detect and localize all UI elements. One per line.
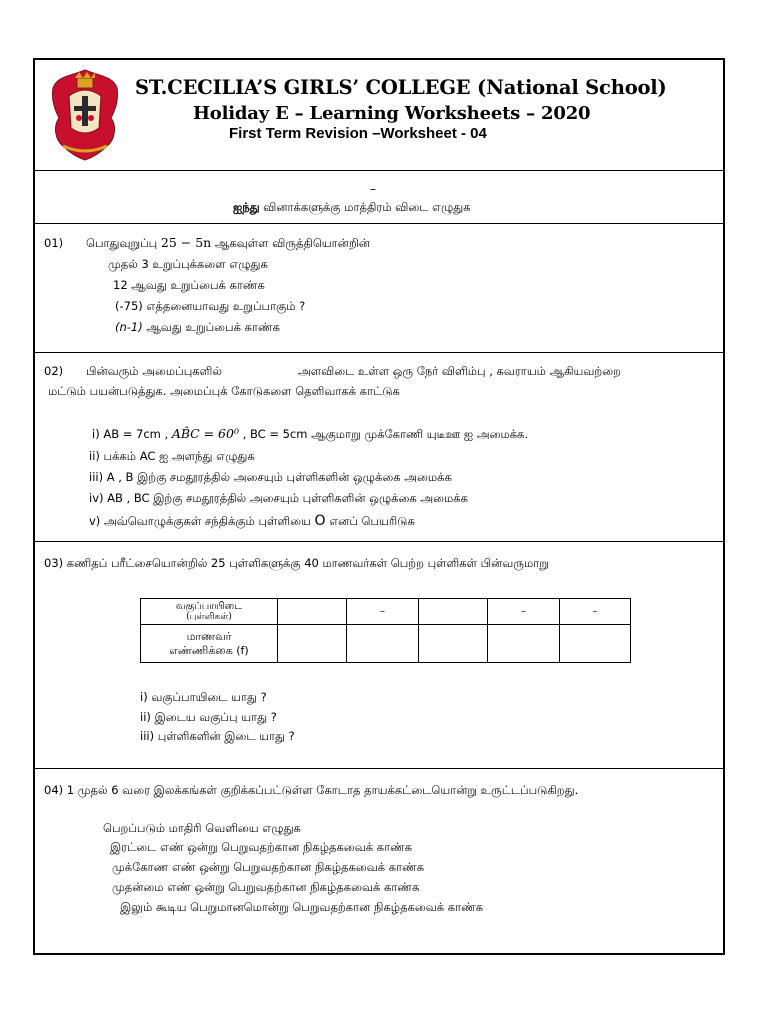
- q1-intro-a: பொதுவுறுப்பு: [86, 236, 161, 250]
- q1-part-4-text: ஆவது உறுப்பைக் காண்க: [142, 320, 280, 334]
- q3-intro: [44, 556, 549, 570]
- q2-point-o: O: [314, 513, 326, 529]
- q2-angle: AB̂C = 60⁰: [171, 426, 239, 441]
- q1-intro: [86, 236, 370, 250]
- q3-part-1: i) வகுப்பாயிடை யாது ?: [140, 690, 267, 704]
- q2-part-3: iii) A , B இற்கு சமதூரத்தில் அசையும் புள்ளிகளின் ஒழுக்கை அமைக்க: [89, 470, 452, 484]
- q2-part-1a: i) AB = 7cm ,: [92, 427, 172, 441]
- q3-part-2: ii) இடைய வகுப்பு யாது ?: [140, 710, 277, 724]
- table-cell: –: [560, 599, 631, 625]
- college-title: ST.CECILIA’S GIRLS’ COLLEGE (National School): [135, 76, 667, 99]
- q1-expression: 25 − 5n: [160, 235, 212, 250]
- q2-number: 02): [44, 364, 64, 378]
- table-cell: –: [347, 599, 419, 625]
- q3-intro-text: கணிதப் பரீட்சையொன்றில் 25 புள்ளிகளுக்கு 40 மாணவர்கள் பெற்ற புள்ளிகள் பின்வருமாறு: [66, 556, 549, 570]
- worksheet-subtitle: Holiday E – Learning Worksheets – 2020: [193, 103, 591, 124]
- q2-line-1b: அளவிடை உள்ள ஒரு நேர் விளிம்பு , கவராயம் ஆகியவற்றை: [298, 364, 621, 378]
- table-header-class-interval-a: வகுப்பாயிடை: [175, 600, 243, 612]
- table-header-frequency-a: மாணவர்: [186, 629, 232, 643]
- q4-part-1: பெறப்படும் மாதிரி வெளியை எழுதுக: [103, 821, 301, 835]
- college-crest-logo: [49, 66, 121, 162]
- worksheet-number: First Term Revision –Worksheet - 04: [229, 125, 487, 142]
- q4-number: 04): [44, 783, 64, 797]
- table-cell: [278, 625, 347, 663]
- q1-part-1: முதல் 3 உறுப்புக்களை எழுதுக: [108, 257, 268, 271]
- q2-part-4: iv) AB , BC இற்கு சமதூரத்தில் அசையும் புள்ளிகளின் ஒழுக்கை அமைக்க: [89, 491, 468, 505]
- table-cell: –: [488, 599, 560, 625]
- q3-number: 03): [44, 556, 64, 570]
- instructions-line: [233, 200, 471, 214]
- q2-part-1b: , BC = 5cm ஆகுமாறு முக்கோணி யுடீஊ ஐ அமைக்க.: [238, 427, 529, 441]
- q2-part-1: [92, 427, 528, 441]
- q2-part-5b: எனப் பெயரிடுக: [325, 514, 415, 528]
- table-cell: [278, 599, 347, 625]
- q2-line-2: மட்டும் பயன்படுத்துக. அமைப்புக் கோடுகளை தெளிவாகக் காட்டுக: [48, 384, 400, 398]
- q1-part-3: (-75) எத்தனையாவது உறுப்பாகும் ?: [115, 299, 306, 313]
- instructions-divider: [33, 223, 725, 224]
- q1-part-4: [115, 320, 280, 334]
- q2-line-1a: பின்வரும் அமைப்புகளில்: [86, 364, 222, 378]
- table-cell: [347, 625, 419, 663]
- table-header-class-interval-b: (புள்ளிகள்): [186, 611, 232, 622]
- q2-part-5a: v) அவ்வொழுக்குகள் சந்திக்கும் புள்ளியை: [89, 514, 315, 528]
- q4-part-5: இலும் கூடிய பெறுமானமொன்று பெறுவதற்கான நிகழ்தகவைக் காண்க: [120, 900, 484, 914]
- q1-divider: [33, 352, 725, 353]
- q2-part-2: ii) பக்கம் AC ஐ அளந்து எழுதுக: [89, 449, 255, 463]
- table-header-class-interval: [141, 599, 278, 625]
- q3-part-3: iii) புள்ளிகளின் இடை யாது ?: [140, 729, 295, 743]
- table-cell: [488, 625, 560, 663]
- header-divider: [33, 170, 725, 171]
- instructions-text: வினாக்களுக்கு மாத்திரம் விடை எழுதுக: [259, 200, 471, 214]
- instructions-dash: –: [370, 182, 376, 196]
- q4-intro-text: 1 முதல் 6 வரை இலக்கங்கள் குறிக்கப்பட்டுள்ள கோடாத தாயக்கட்டையொன்று உருட்டப்படுகிறது.: [66, 783, 579, 797]
- table-cell: [419, 599, 488, 625]
- table-cell: [419, 625, 488, 663]
- table-header-frequency: [141, 625, 278, 663]
- q2-part-5: [89, 514, 415, 528]
- q1-number: 01): [44, 236, 64, 250]
- q4-part-4: முதன்மை எண் ஒன்று பெறுவதற்கான நிகழ்தகவைக் காண்க: [112, 880, 420, 894]
- q4-part-3: முக்கோண எண் ஒன்று பெறுவதற்கான நிகழ்தகவைக் காண்க: [112, 860, 425, 874]
- q1-intro-b: ஆகவுள்ள விருத்தியொன்றின்: [211, 236, 370, 250]
- q2-divider: [33, 541, 725, 542]
- q1-part-4-italic: (n-1): [115, 320, 143, 334]
- q3-divider: [33, 768, 725, 769]
- q1-part-2: 12 ஆவது உறுப்பைக் காண்க: [113, 278, 265, 292]
- q4-intro: [44, 783, 578, 797]
- q4-part-2: இரட்டை எண் ஒன்று பெறுவதற்கான நிகழ்தகவைக் காண்க: [110, 840, 413, 854]
- table-cell: [560, 625, 631, 663]
- table-header-frequency-b: எண்ணிக்கை (f): [169, 643, 249, 657]
- instructions-bold-word: ஐந்து: [233, 200, 260, 214]
- frequency-table: [140, 598, 631, 663]
